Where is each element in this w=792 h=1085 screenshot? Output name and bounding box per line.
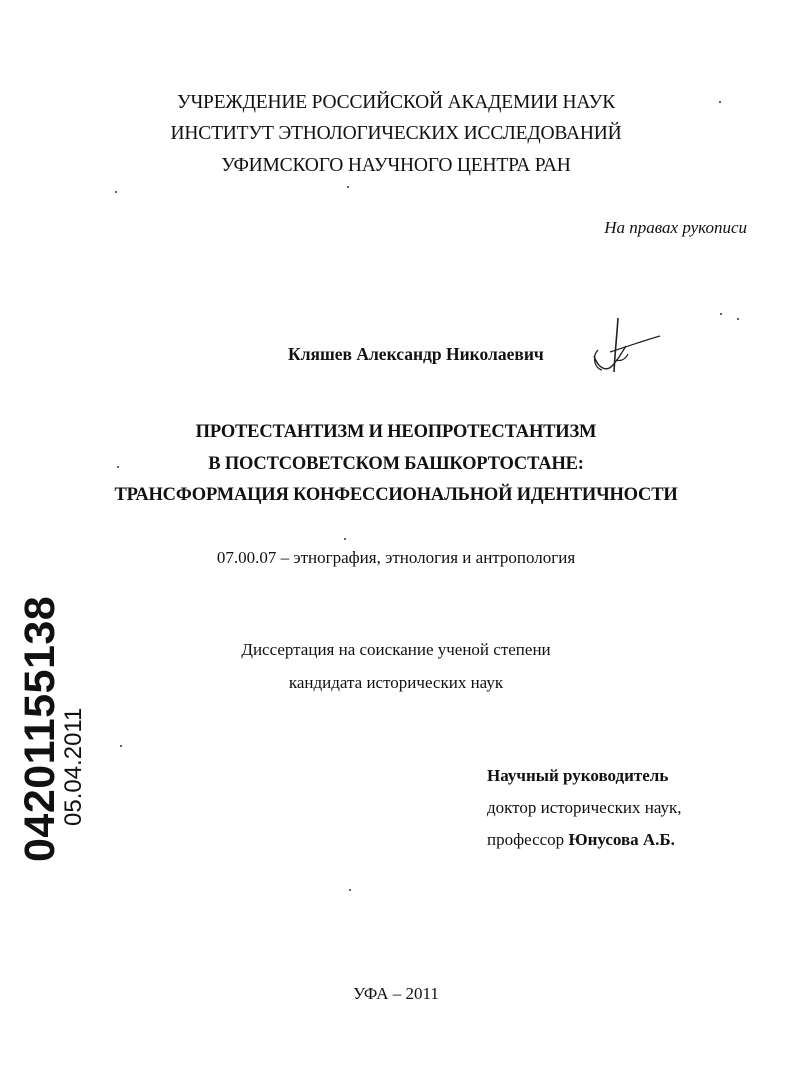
supervisor-title-line <box>487 830 675 850</box>
registration-number-stamp: 04201155138 <box>16 595 64 862</box>
scan-speck <box>349 889 351 891</box>
rights-note: На правах рукописи <box>604 218 747 237</box>
registration-date-stamp: 05.04.2011 <box>60 707 87 826</box>
scan-speck <box>719 101 721 103</box>
institution-line-3: УФИМСКОГО НАУЧНОГО ЦЕНТРА РАН <box>221 155 571 176</box>
specialty-code: 07.00.07 – этнография, этнология и антропология <box>216 548 576 567</box>
supervisor-name: Юнусова А.Б. <box>568 830 675 849</box>
title-line-1: ПРОТЕСТАНТИЗМ И НЕОПРОТЕСТАНТИЗМ <box>195 422 597 442</box>
title-line-2: В ПОСТСОВЕТСКОМ БАШКОРТОСТАНЕ: <box>208 454 584 474</box>
institution-line-2: ИНСТИТУТ ЭТНОЛОГИЧЕСКИХ ИССЛЕДОВАНИЙ <box>170 123 622 144</box>
institution-line-1: УЧРЕЖДЕНИЕ РОССИЙСКОЙ АКАДЕМИИ НАУК <box>176 92 616 113</box>
scan-speck <box>347 186 349 188</box>
signature-image <box>588 316 668 376</box>
scan-speck <box>737 318 739 320</box>
city-year: УФА – 2011 <box>353 984 439 1003</box>
supervisor-title: профессор <box>487 830 565 849</box>
supervisor-degree: доктор исторических наук, <box>487 798 682 817</box>
scan-speck <box>117 466 119 468</box>
dissertation-line-1: Диссертация на соискание ученой степени <box>241 640 551 659</box>
supervisor-heading: Научный руководитель <box>487 766 669 785</box>
scan-speck <box>115 191 117 193</box>
author-name: Кляшев Александр Николаевич <box>288 344 544 364</box>
scan-speck <box>120 745 122 747</box>
dissertation-line-2: кандидата исторических наук <box>288 673 504 692</box>
scan-speck <box>344 538 346 540</box>
title-line-3: ТРАНСФОРМАЦИЯ КОНФЕССИОНАЛЬНОЙ ИДЕНТИЧНОСТИ <box>114 485 678 505</box>
scan-speck <box>720 313 722 315</box>
